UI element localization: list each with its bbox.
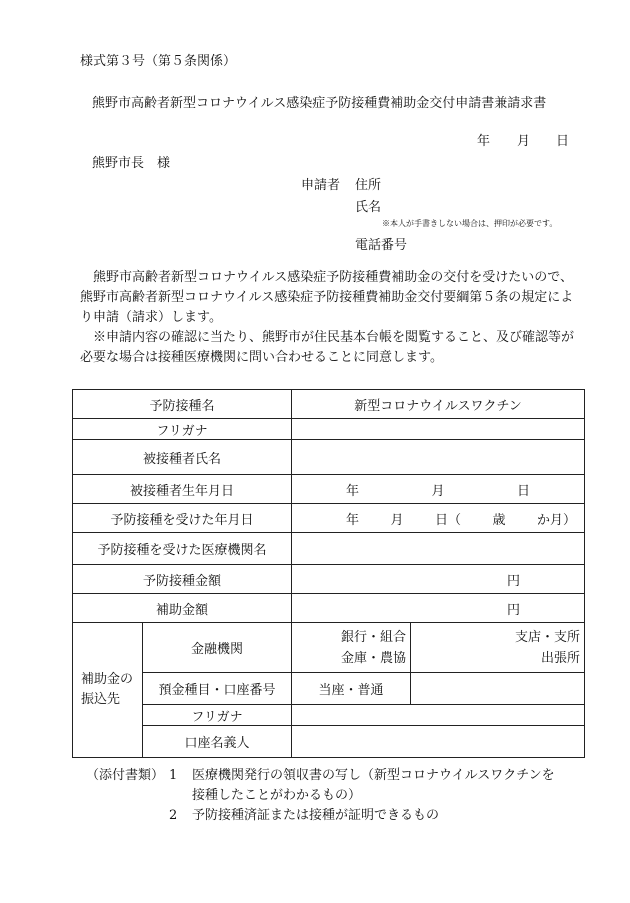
account-holder-field[interactable] — [292, 726, 585, 758]
attachments-label: （添付書類） — [86, 768, 165, 783]
transfer-label — [73, 623, 143, 758]
vacc-date-year-unit: 年 — [346, 512, 360, 528]
row-patient-name — [73, 440, 585, 475]
vacc-date-month-unit: 月 — [390, 512, 404, 528]
seal-note: ※本人が手書きしない場合は、押印が必要です。 — [382, 219, 558, 228]
furigana-field[interactable] — [292, 419, 585, 440]
institution-field[interactable] — [292, 533, 585, 565]
row-institution — [73, 533, 585, 565]
bank-type-line2: 金庫・農協 — [341, 650, 407, 666]
vaccine-value: 新型コロナウイルスワクチン — [292, 390, 585, 419]
date-day: 日 — [556, 134, 570, 149]
attachment-2-line1: 予防接種済証または接種が証明できるもの — [192, 808, 440, 823]
birthdate-month-unit: 月 — [431, 483, 445, 499]
row-account-furigana — [73, 705, 585, 726]
row-account — [73, 673, 585, 705]
patient-name-label: 被接種者氏名 — [73, 440, 292, 475]
date-month: 月 — [517, 134, 531, 149]
document-title: 熊野市高齢者新型コロナウイルス感染症予防接種費補助金交付申請書兼請求書 — [92, 96, 547, 111]
subsidy-amount-field[interactable] — [292, 594, 585, 623]
birthdate-year-unit: 年 — [346, 483, 360, 499]
row-birthdate — [73, 475, 585, 504]
addressee: 熊野市長 様 — [92, 156, 171, 171]
vacc-date-day-unit: 日（ — [435, 512, 462, 528]
row-bank — [73, 623, 585, 673]
row-vaccine — [73, 390, 585, 419]
transfer-label-line2: 振込先 — [81, 692, 121, 707]
account-type[interactable]: 当座・普通 — [292, 673, 411, 705]
row-vacc-date — [73, 504, 585, 533]
name-label: 氏名 — [355, 200, 382, 215]
branch-type-line2: 出張所 — [541, 650, 581, 666]
address-label: 住所 — [355, 178, 382, 193]
vacc-date-label: 予防接種を受けた年月日 — [73, 504, 292, 533]
account-holder-label: 口座名義人 — [143, 726, 292, 758]
applicant-label: 申請者 — [301, 178, 341, 193]
birthdate-field[interactable] — [292, 475, 585, 504]
vacc-amount-field[interactable] — [292, 565, 585, 594]
patient-name-field[interactable] — [292, 440, 585, 475]
branch-type-line1: 支店・支所 — [515, 629, 581, 645]
vacc-date-age-unit: 歳 — [492, 512, 506, 528]
vacc-amount-label: 予防接種金額 — [73, 565, 292, 594]
body-text — [80, 268, 574, 368]
subsidy-amount-label: 補助金額 — [73, 594, 292, 623]
attachment-1-line2: 接種したことがわかるもの） — [192, 788, 362, 803]
account-label: 預金種目・口座番号 — [143, 673, 292, 705]
birthdate-label: 被接種者生年月日 — [73, 475, 292, 504]
account-number-field[interactable] — [411, 673, 585, 705]
application-table — [72, 389, 585, 758]
phone-label: 電話番号 — [355, 238, 408, 253]
account-furigana-field[interactable] — [292, 705, 585, 726]
account-furigana-label: フリガナ — [143, 705, 292, 726]
institution-label: 予防接種を受けた医療機関名 — [73, 533, 292, 565]
body-paragraph-1: 熊野市高齢者新型コロナウイルス感染症予防接種費補助金の交付を受けたいので、熊野市高齢者新型コロナウイルス感染症予防接種費補助金交付要綱第５条の規定により申請（請求）します。 — [80, 270, 574, 325]
vacc-date-months-unit: か月） — [537, 512, 577, 528]
attachment-1-num: 1 — [169, 768, 178, 783]
row-vacc-amount — [73, 565, 585, 594]
bank-label: 金融機関 — [143, 623, 292, 673]
body-paragraph-2: ※申請内容の確認に当たり、熊野市が住民基本台帳を閲覧すること、及び確認等が必要な場合は接種医療機関に問い合わせることに同意します。 — [80, 330, 575, 365]
transfer-label-line1: 補助金の — [81, 672, 134, 687]
branch-name-field[interactable] — [411, 623, 585, 673]
row-furigana — [73, 419, 585, 440]
form-number: 様式第３号（第５条関係） — [80, 54, 237, 69]
bank-type-line1: 銀行・組合 — [341, 629, 407, 645]
row-subsidy-amount — [73, 594, 585, 623]
birthdate-day-unit: 日 — [517, 483, 531, 499]
vacc-amount-yen: 円 — [507, 573, 521, 589]
furigana-label: フリガナ — [73, 419, 292, 440]
attachment-1-line1: 医療機関発行の領収書の写し（新型コロナウイルスワクチンを — [192, 768, 555, 783]
attachment-2-num: 2 — [169, 808, 178, 823]
date-year: 年 — [477, 134, 491, 149]
vacc-date-field[interactable] — [292, 504, 585, 533]
subsidy-amount-yen: 円 — [507, 602, 521, 618]
vaccine-label: 予防接種名 — [73, 390, 292, 419]
row-account-holder — [73, 726, 585, 758]
bank-name-field[interactable] — [292, 623, 411, 673]
